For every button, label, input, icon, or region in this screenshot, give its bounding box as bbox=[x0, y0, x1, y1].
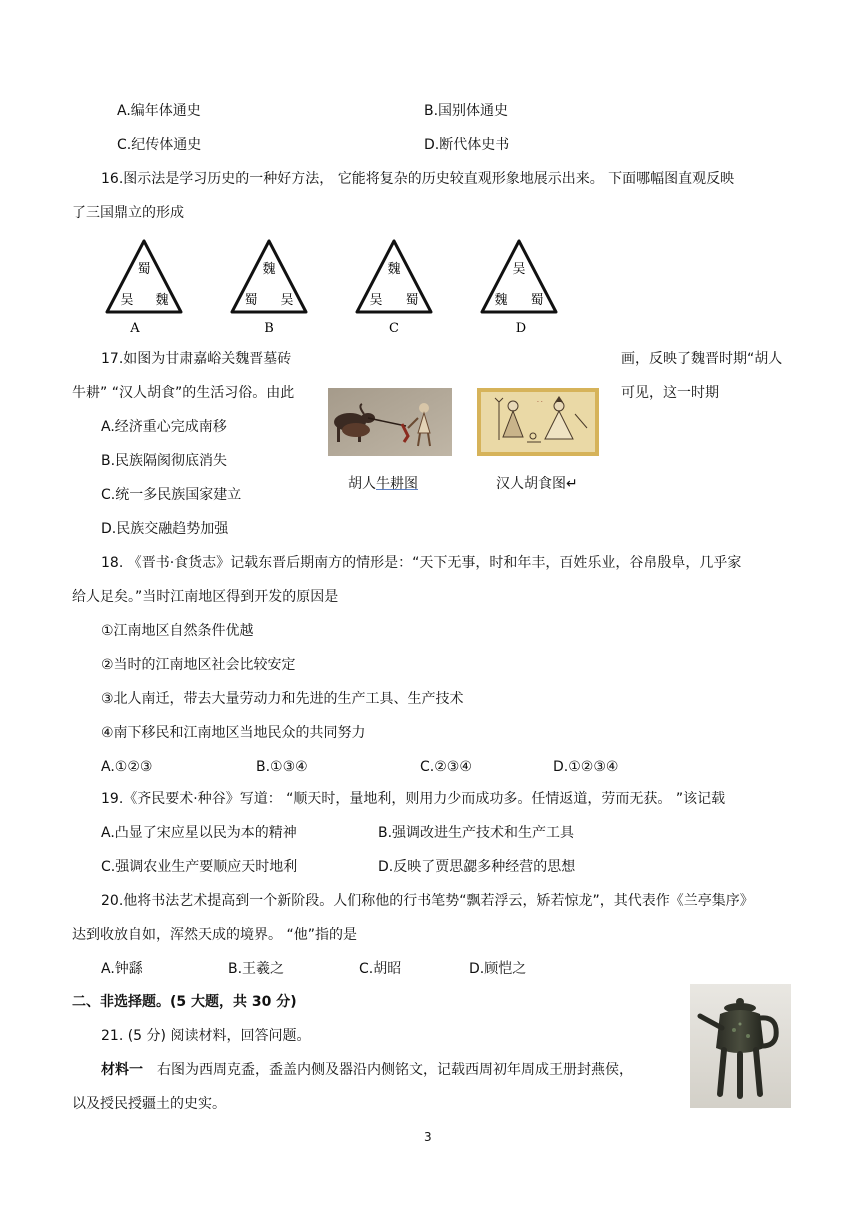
q17-stem-line2-right: 可见，这一时期 bbox=[621, 385, 719, 401]
diagram-b-right: 吴 bbox=[280, 293, 294, 308]
q21-material-line1 bbox=[101, 1060, 633, 1080]
diagram-d-right: 蜀 bbox=[530, 293, 544, 308]
q20-option-a: A.钟繇 bbox=[101, 961, 143, 977]
q15-option-a: A.编年体通史 bbox=[117, 103, 201, 119]
han-hu-food-painting bbox=[477, 388, 599, 456]
q18-option-d: D.①②③④ bbox=[553, 759, 619, 775]
section-2-title: 二、非选择题。(5 大题，共 30 分) bbox=[72, 994, 297, 1010]
q20-option-d: D.顾恺之 bbox=[469, 961, 527, 977]
diagram-a-right: 魏 bbox=[155, 293, 169, 308]
q16-stem-line2: 了三国鼎立的形成 bbox=[72, 205, 184, 221]
q17-option-a: A.经济重心完成南移 bbox=[101, 419, 227, 435]
diagram-b bbox=[232, 241, 306, 336]
q15-option-c: C.纪传体通史 bbox=[117, 137, 202, 153]
q17-option-b: B.民族隔阂彻底消失 bbox=[101, 453, 228, 469]
q18-statement-4: ④南下移民和江南地区当地民众的共同努力 bbox=[101, 725, 366, 741]
q18-stem-line2: 给人足矣。”当时江南地区得到开发的原因是 bbox=[72, 589, 339, 605]
diagram-d-top: 吴 bbox=[512, 262, 526, 277]
q18-statement-3: ③北人南迁，带去大量劳动力和先进的生产工具、生产技术 bbox=[101, 691, 464, 707]
q20-option-b: B.王羲之 bbox=[228, 961, 285, 977]
q19-option-a: A.凸显了宋应星以民为本的精神 bbox=[101, 825, 297, 841]
q19-option-d: D.反映了贾思勰多种经营的思想 bbox=[378, 859, 576, 875]
q21-stem: 21. (5 分) 阅读材料，回答问题。 bbox=[101, 1028, 311, 1044]
diagram-b-left: 蜀 bbox=[244, 293, 258, 308]
page-number: 3 bbox=[424, 1130, 432, 1144]
diagram-a-left: 吴 bbox=[120, 293, 134, 308]
q20-stem-line1: 20.他将书法艺术提高到一个新阶段。人们称他的行书笔势“飘若浮云，矫若惊龙”，其代表作《兰亭集序》 bbox=[101, 893, 754, 909]
q21-material-line2: 以及授民授疆土的史实。 bbox=[72, 1096, 226, 1112]
q18-statement-2: ②当时的江南地区社会比较安定 bbox=[101, 657, 296, 673]
ox-plowing-caption-link: 牛耕图 bbox=[376, 476, 418, 492]
three-kingdoms-diagrams bbox=[100, 238, 560, 336]
svg-text:· ·: · · bbox=[537, 399, 543, 406]
q15-option-b: B.国别体通史 bbox=[424, 103, 509, 119]
ox-plowing-caption-pre: 胡人 bbox=[348, 476, 376, 492]
diagram-c-top: 魏 bbox=[387, 262, 401, 277]
diagram-d-label: D bbox=[515, 321, 527, 336]
q17-option-d: D.民族交融趋势加强 bbox=[101, 521, 229, 537]
diagram-a bbox=[107, 241, 181, 336]
q18-statement-1: ①江南地区自然条件优越 bbox=[101, 623, 254, 639]
diagram-d bbox=[482, 241, 556, 336]
q19-option-b: B.强调改进生产技术和生产工具 bbox=[378, 825, 575, 841]
q18-stem-line1: 18. 《晋书·食货志》记载东晋后期南方的情形是：“天下无事，时和年丰，百姓乐业，谷帛殷阜，几乎家 bbox=[101, 555, 742, 571]
q15-option-d: D.断代体史书 bbox=[424, 137, 510, 153]
q19-option-c: C.强调农业生产要顺应天时地利 bbox=[101, 859, 298, 875]
q17-stem-line2-left: 牛耕” “汉人胡食”的生活习俗。由此 bbox=[72, 385, 295, 401]
ox-plowing-painting bbox=[328, 388, 452, 456]
q17-option-c: C.统一多民族国家建立 bbox=[101, 487, 242, 503]
q20-option-c: C.胡昭 bbox=[359, 961, 402, 977]
q16-stem-line1: 16.图示法是学习历史的一种好方法， 它能将复杂的历史较直观形象地展示出来。 下面哪幅图直观反映 bbox=[101, 171, 735, 187]
q20-stem-line2: 达到收放自如，浑然天成的境界。 “他”指的是 bbox=[72, 927, 357, 943]
diagram-b-top: 魏 bbox=[262, 262, 276, 277]
diagram-c bbox=[357, 241, 431, 336]
q21-material-label: 材料一 bbox=[101, 1062, 143, 1078]
q21-material-text1: 右图为西周克盉，盉盖内侧及器沿内侧铭文，记载西周初年周成王册封燕侯， bbox=[157, 1062, 633, 1078]
diagram-c-left: 吴 bbox=[369, 293, 383, 308]
diagram-b-label: B bbox=[264, 321, 274, 336]
q18-option-b: B.①③④ bbox=[256, 759, 308, 775]
q18-option-a: A.①②③ bbox=[101, 759, 153, 775]
diagram-a-label: A bbox=[130, 321, 140, 336]
q19-stem: 19.《齐民要术·种谷》写道： “顺天时，量地利，则用力少而成功多。任情返道，劳而无获。 ”该记载 bbox=[101, 791, 726, 807]
q18-option-c: C.②③④ bbox=[420, 759, 472, 775]
diagram-c-right: 蜀 bbox=[405, 293, 419, 308]
hu-food-caption: 汉人胡食图↵ bbox=[496, 476, 578, 492]
q17-stem-line1-left: 17.如图为甘肃嘉峪关魏晋墓砖 bbox=[101, 351, 292, 367]
ox-plowing-caption bbox=[348, 474, 418, 494]
diagram-d-left: 魏 bbox=[494, 293, 508, 308]
bronze-he-vessel-photo bbox=[690, 984, 791, 1108]
q17-stem-line1-right: 画，反映了魏晋时期“胡人 bbox=[621, 351, 783, 367]
diagram-a-top: 蜀 bbox=[137, 262, 151, 277]
diagram-c-label: C bbox=[389, 321, 399, 336]
